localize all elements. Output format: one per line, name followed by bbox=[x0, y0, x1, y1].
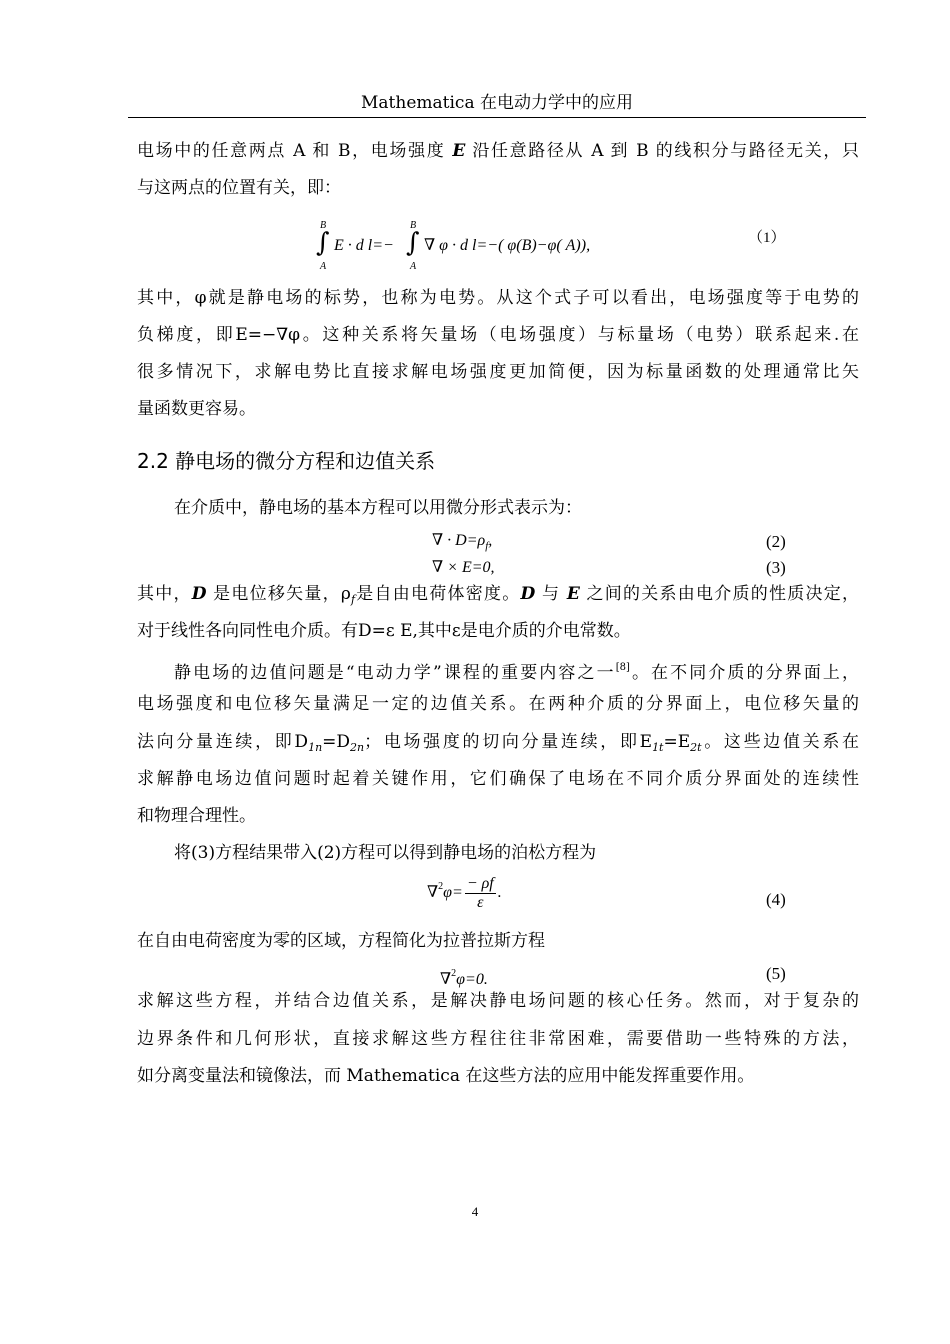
equation-4 bbox=[427, 875, 502, 912]
equation-number: (2) bbox=[766, 532, 786, 551]
text-run: 与 bbox=[535, 584, 567, 604]
integral-lower-limit: A bbox=[320, 261, 327, 272]
equation-body: ∇ bbox=[427, 884, 439, 902]
citation-reference: [8] bbox=[615, 662, 630, 673]
paragraph-line bbox=[137, 730, 859, 760]
paragraph-line: 和物理合理性。 bbox=[137, 806, 256, 826]
text-run: 沿任意路径从 A 到 B 的线积分与路径无关，只 bbox=[465, 141, 859, 161]
equation-tail: . bbox=[497, 884, 502, 902]
paragraph-line: 在介质中，静电场的基本方程可以用微分形式表示为： bbox=[174, 498, 582, 518]
paragraph-line bbox=[137, 582, 859, 612]
equation-tail: , bbox=[488, 532, 493, 549]
vector-symbol: E bbox=[566, 584, 580, 604]
equation-number: (5) bbox=[766, 964, 786, 983]
subscript: 1n bbox=[308, 741, 323, 754]
header-rule bbox=[128, 117, 866, 118]
integral-upper-limit: B bbox=[410, 220, 417, 231]
equation-body: φ= bbox=[443, 884, 463, 902]
equation-body: ∇ · D=ρ bbox=[432, 532, 486, 549]
text-run: 。这些边值关系在 bbox=[701, 732, 859, 752]
fraction-numerator: − ρf bbox=[466, 875, 494, 892]
subscript: 2t bbox=[690, 741, 702, 754]
paragraph-line: 求解这些方程，并结合边值关系，是解决静电场问题的核心任务。然而，对于复杂的 bbox=[137, 991, 859, 1011]
text-run: 之间的关系由电介质的性质决定， bbox=[579, 584, 860, 604]
fraction bbox=[465, 875, 496, 912]
equation-body: ∇ bbox=[440, 971, 452, 988]
text-run: 法向分量连续，即D bbox=[137, 732, 309, 752]
paragraph-line: 电场强度和电位移矢量满足一定的边值关系。在两种介质的分界面上，电位移矢量的 bbox=[137, 694, 859, 714]
paragraph-line bbox=[137, 139, 859, 163]
text-run: 静电场的边值问题是“电动力学”课程的重要内容之一 bbox=[174, 663, 616, 683]
text-run: =D bbox=[322, 732, 351, 752]
paragraph-line: 负梯度，即E=−∇φ。这种关系将矢量场（电场强度）与标量场（电势）联系起来.在 bbox=[137, 325, 859, 345]
paragraph-line: 边界条件和几何形状，直接求解这些方程往往非常困难，需要借助一些特殊的方法， bbox=[137, 1029, 859, 1049]
paragraph-line: 与这两点的位置有关，即： bbox=[137, 178, 341, 198]
integral-sign: ∫ bbox=[316, 228, 330, 258]
equation-number: （1） bbox=[748, 230, 786, 246]
paragraph-line: 很多情况下，求解电势比直接求解电场强度更加简便，因为标量函数的处理通常比矢 bbox=[137, 362, 859, 382]
equation-5 bbox=[440, 964, 488, 990]
paragraph-line: 在自由电荷密度为零的区域，方程简化为拉普拉斯方程 bbox=[137, 931, 545, 951]
vector-symbol: D bbox=[191, 584, 207, 604]
equation-number: (4) bbox=[766, 890, 786, 909]
paragraph-line: 如分离变量法和镜像法，而 Mathematica 在这些方法的应用中能发挥重要作用。 bbox=[137, 1066, 755, 1086]
integral-lower-limit: A bbox=[410, 261, 417, 272]
equation-3: ∇ × E=0, bbox=[432, 559, 495, 576]
equation-body: ∇ φ · d l=−( φ(B)−φ( A)), bbox=[424, 237, 591, 254]
text-run: ；电场强度的切向分量连续，即E bbox=[364, 732, 653, 752]
subscript: f bbox=[485, 540, 489, 552]
text-run: 是自由电荷体密度。 bbox=[355, 584, 521, 604]
text-run: 是电位移矢量，ρ bbox=[206, 584, 351, 604]
superscript: 2 bbox=[451, 968, 457, 979]
paragraph-line: 其中，φ就是静电场的标势，也称为电势。从这个式子可以看出，电场强度等于电势的 bbox=[137, 288, 859, 308]
paragraph-line: 将(3)方程结果带入(2)方程可以得到静电场的泊松方程为 bbox=[174, 843, 597, 863]
page-number: 4 bbox=[471, 1204, 479, 1219]
superscript: 2 bbox=[438, 881, 444, 893]
vector-symbol: D bbox=[520, 584, 536, 604]
integral-upper-limit: B bbox=[320, 220, 327, 231]
equation-body: E · d l=− bbox=[334, 237, 394, 254]
text-run: 电场中的任意两点 A 和 B，电场强度 bbox=[137, 141, 453, 161]
subscript: 1t bbox=[652, 741, 664, 754]
paragraph-line bbox=[174, 656, 859, 685]
vector-symbol: E bbox=[452, 141, 466, 161]
section-heading: 2.2 静电场的微分方程和边值关系 bbox=[137, 449, 436, 473]
text-run: =E bbox=[663, 732, 691, 752]
text-run: 其中， bbox=[137, 584, 192, 604]
paragraph-line: 求解静电场边值问题时起着关键作用，它们确保了电场在不同介质分界面处的连续性 bbox=[137, 769, 859, 789]
equation-number: (3) bbox=[766, 558, 786, 577]
subscript: f bbox=[350, 593, 356, 606]
paragraph-line: 对于线性各向同性电介质。有D=ε E,其中ε是电介质的介电常数。 bbox=[137, 621, 631, 641]
equation-2 bbox=[432, 531, 492, 556]
running-header: Mathematica 在电动力学中的应用 bbox=[361, 93, 633, 113]
equation-body: φ=0. bbox=[456, 971, 488, 988]
text-run: 。在不同介质的分界面上， bbox=[629, 663, 860, 683]
subscript: 2n bbox=[350, 741, 365, 754]
paragraph-line: 量函数更容易。 bbox=[137, 399, 256, 419]
fraction-denominator: ε bbox=[477, 894, 484, 911]
integral-sign: ∫ bbox=[406, 228, 420, 258]
